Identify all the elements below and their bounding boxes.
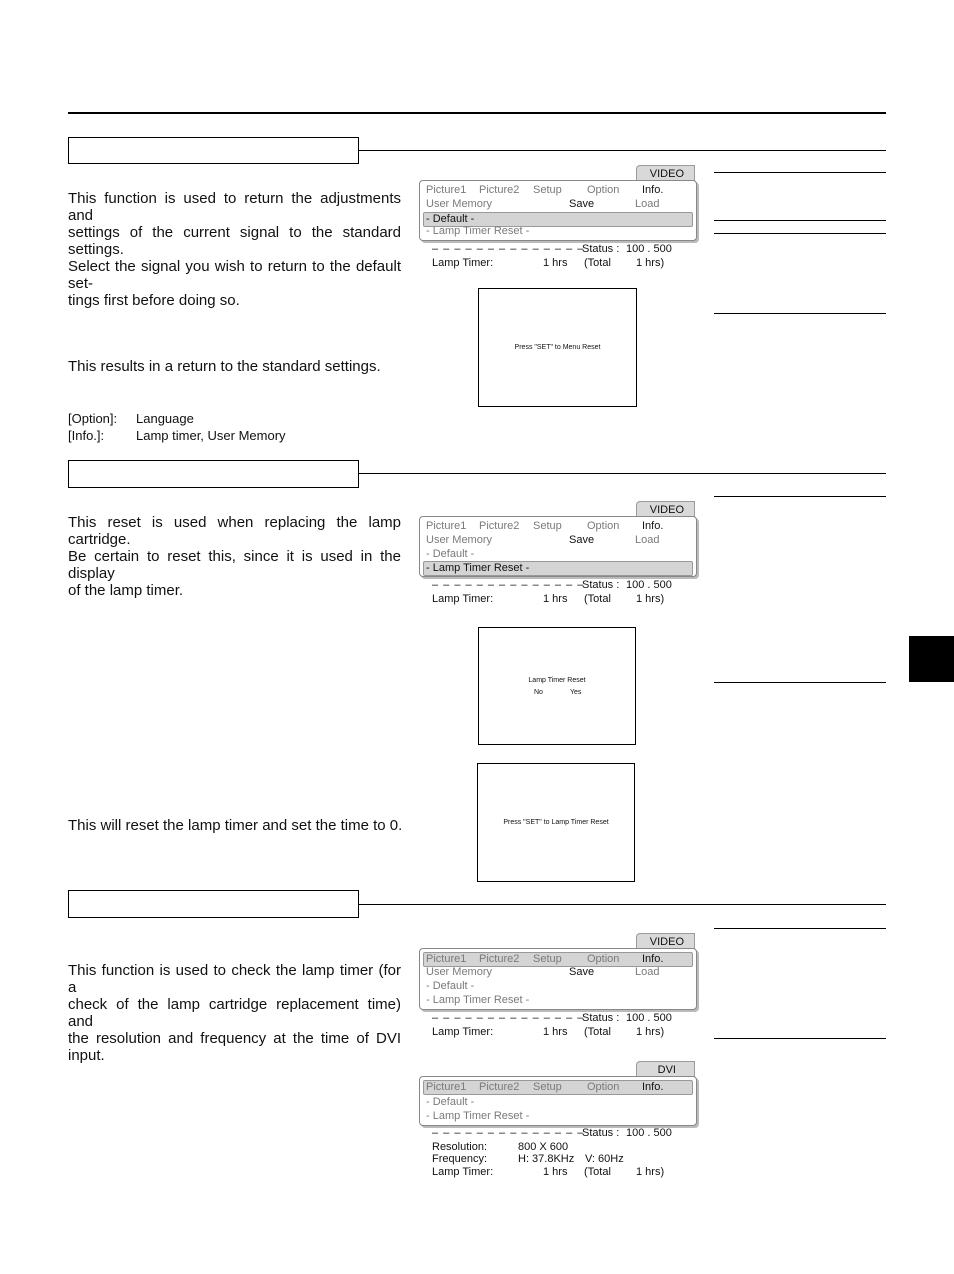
status-label: Status : [582, 1012, 620, 1024]
side-rule [714, 928, 886, 929]
lamp-timer-total: (Total [584, 1026, 611, 1038]
tab-picture1[interactable]: Picture1 [426, 184, 467, 196]
page-side-tab [909, 636, 954, 682]
note-info-key: [Info.]: [68, 428, 105, 443]
menu-user-memory-row[interactable] [423, 966, 693, 979]
tab-picture1[interactable]: Picture1 [426, 1081, 467, 1093]
side-rule [714, 172, 886, 173]
tab-info[interactable]: Info. [642, 1081, 664, 1093]
frequency-label: Frequency: [432, 1153, 488, 1165]
section-1-result-text: This results in a return to the standard settings. [68, 358, 381, 375]
lamp-timer-total-hrs: 1 hrs) [636, 257, 665, 269]
lamp-timer-hrs: 1 hrs [543, 1166, 568, 1178]
tab-picture2[interactable]: Picture2 [479, 953, 520, 965]
osd-menu-2 [419, 516, 697, 577]
status-label: Status : [582, 1127, 620, 1139]
menu-tabs-row [423, 952, 693, 967]
side-rule [714, 496, 886, 497]
section-2-rule [358, 473, 886, 474]
tab-setup[interactable]: Setup [533, 184, 562, 196]
user-memory-label: User Memory [426, 966, 493, 978]
tab-picture2[interactable]: Picture2 [479, 184, 520, 196]
menu-user-memory-row[interactable] [423, 198, 693, 211]
yes-option[interactable]: Yes [570, 689, 582, 696]
default-label: - Default - [426, 980, 475, 992]
menu-tabs-row [423, 520, 693, 533]
lamp-timer-label: Lamp Timer: [432, 1026, 494, 1038]
lamp-timer-total: (Total [584, 257, 611, 269]
tab-picture2[interactable]: Picture2 [479, 1081, 520, 1093]
lamp-reset-label: - Lamp Timer Reset - [426, 994, 530, 1006]
lamp-reset-label: - Lamp Timer Reset - [426, 225, 530, 237]
section-1-paragraph: This function is used to return the adjustments and settings of the current signal to the standard settings. Select the signal you wish to return to the default set- tings first before doing so. [68, 190, 401, 309]
tab-info[interactable]: Info. [642, 953, 664, 965]
section-1-heading-box [68, 137, 359, 164]
status-value: 100 . 500 [626, 1127, 672, 1139]
section-3-rule [358, 904, 886, 905]
note-info-value: Lamp timer, User Memory [136, 428, 286, 443]
input-tag-dvi: DVI [636, 1061, 695, 1077]
lamp-reset-label: - Lamp Timer Reset - [426, 562, 530, 574]
tab-picture2[interactable]: Picture2 [479, 520, 520, 532]
tab-option[interactable]: Option [587, 184, 620, 196]
section-2-paragraph: This reset is used when replacing the lamp cartridge. Be certain to reset this, since it is used in the display of the lamp timer. [68, 514, 401, 599]
lamp-timer-hrs: 1 hrs [543, 1026, 568, 1038]
tab-option[interactable]: Option [587, 1081, 620, 1093]
dashes: – – – – – – – – – – – – – – [432, 243, 585, 255]
menu-lamp-reset-row[interactable] [423, 994, 693, 1007]
lamp-timer-total-hrs: 1 hrs) [636, 593, 665, 605]
osd-menu-3 [419, 948, 697, 1010]
osd-menu-4 [419, 1076, 697, 1126]
frequency-h: H: 37.8KHz [518, 1153, 575, 1165]
lamp-reset-label: - Lamp Timer Reset - [426, 1110, 530, 1122]
save-option[interactable]: Save [569, 198, 595, 210]
default-label: - Default - [426, 213, 475, 225]
dashes: – – – – – – – – – – – – – – [432, 1127, 585, 1139]
side-rule [714, 220, 886, 221]
input-tag-video: VIDEO [636, 165, 695, 181]
menu-default-row[interactable] [423, 548, 693, 561]
side-rule [714, 682, 886, 683]
note-option-key: [Option]: [68, 411, 118, 426]
lamp-timer-total-hrs: 1 hrs) [636, 1026, 665, 1038]
tab-setup[interactable]: Setup [533, 953, 562, 965]
menu-user-memory-row[interactable] [423, 534, 693, 547]
tab-setup[interactable]: Setup [533, 520, 562, 532]
lamp-timer-reset-confirm-dialog [477, 763, 635, 882]
lamp-reset-confirm-message: Press "SET" to Lamp Timer Reset [503, 819, 609, 826]
side-rule [714, 233, 886, 234]
user-memory-label: User Memory [426, 198, 493, 210]
menu-lamp-reset-row[interactable] [423, 225, 693, 238]
lamp-timer-label: Lamp Timer: [432, 257, 494, 269]
user-memory-label: User Memory [426, 534, 493, 546]
load-option[interactable]: Load [635, 966, 660, 978]
menu-tabs-row [423, 184, 693, 197]
status-label: Status : [582, 579, 620, 591]
menu-default-row[interactable] [423, 980, 693, 993]
dashes: – – – – – – – – – – – – – – [432, 579, 585, 591]
osd-menu-1 [419, 180, 697, 241]
menu-tabs-row [423, 1080, 693, 1095]
save-option[interactable]: Save [569, 966, 595, 978]
tab-setup[interactable]: Setup [533, 1081, 562, 1093]
default-label: - Default - [426, 548, 475, 560]
lamp-timer-total: (Total [584, 593, 611, 605]
lamp-reset-dialog-title: Lamp Timer Reset [528, 677, 586, 684]
status-value: 100 . 500 [626, 243, 672, 255]
note-option-value: Language [136, 411, 194, 426]
status-value: 100 . 500 [626, 1012, 672, 1024]
section-3-heading-box [68, 890, 359, 918]
save-option[interactable]: Save [569, 534, 595, 546]
lamp-timer-hrs: 1 hrs [543, 593, 568, 605]
frequency-v: V: 60Hz [585, 1153, 624, 1165]
status-value: 100 . 500 [626, 579, 672, 591]
menu-lamp-reset-row[interactable] [423, 1110, 693, 1123]
section-2-result-text: This will reset the lamp timer and set the time to 0. [68, 817, 403, 834]
side-rule [714, 1038, 886, 1039]
dashes: – – – – – – – – – – – – – – [432, 1012, 585, 1024]
tab-option[interactable]: Option [587, 953, 620, 965]
tab-picture1[interactable]: Picture1 [426, 953, 467, 965]
resolution-label: Resolution: [432, 1141, 488, 1153]
tab-info[interactable]: Info. [642, 520, 664, 532]
lamp-timer-label: Lamp Timer: [432, 593, 494, 605]
side-rule [714, 313, 886, 314]
lamp-timer-hrs: 1 hrs [543, 257, 568, 269]
menu-reset-dialog [478, 288, 637, 407]
lamp-timer-reset-dialog [478, 627, 636, 745]
menu-reset-message: Press "SET" to Menu Reset [514, 344, 601, 351]
section-1-rule [358, 150, 886, 151]
no-option[interactable]: No [534, 689, 543, 696]
input-tag-video: VIDEO [636, 933, 695, 949]
tab-info[interactable]: Info. [642, 184, 664, 196]
menu-lamp-reset-row[interactable] [423, 561, 693, 576]
lamp-timer-total-hrs: 1 hrs) [636, 1166, 665, 1178]
resolution-value: 800 X 600 [518, 1141, 569, 1153]
section-2-heading-box [68, 460, 359, 488]
section-3-paragraph: This function is used to check the lamp timer (for a check of the lamp cartridge replacement time) and the resolution and frequency at the time of DVI input. [68, 962, 401, 1064]
tab-picture1[interactable]: Picture1 [426, 520, 467, 532]
status-label: Status : [582, 243, 620, 255]
top-rule [68, 112, 886, 114]
input-tag-video: VIDEO [636, 501, 695, 517]
default-label: - Default - [426, 1096, 475, 1108]
lamp-timer-total: (Total [584, 1166, 611, 1178]
load-option[interactable]: Load [635, 534, 660, 546]
load-option[interactable]: Load [635, 198, 660, 210]
lamp-timer-label: Lamp Timer: [432, 1166, 494, 1178]
tab-option[interactable]: Option [587, 520, 620, 532]
menu-default-row[interactable] [423, 1096, 693, 1109]
